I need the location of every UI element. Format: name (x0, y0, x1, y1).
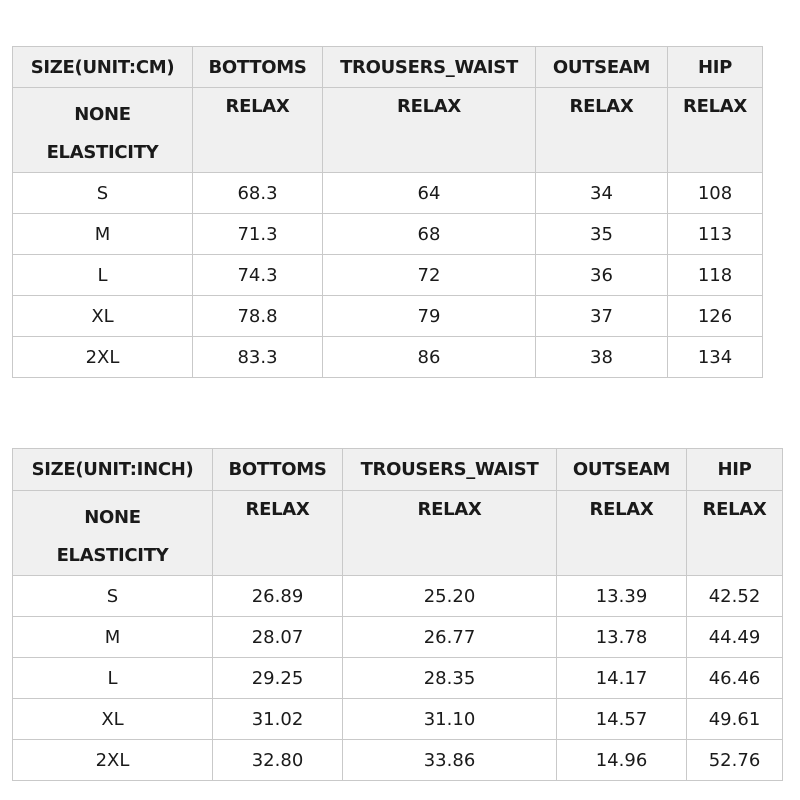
bottoms-cell: 71.3 (193, 214, 323, 255)
bottoms-cell: 32.80 (213, 740, 343, 781)
table-row (13, 658, 783, 699)
outseam-cell: 14.17 (557, 658, 687, 699)
size-cell: 2XL (13, 337, 193, 378)
outseam-cell: 37 (536, 296, 668, 337)
hip-cell: 49.61 (687, 699, 783, 740)
trousers-waist-cell: 79 (323, 296, 536, 337)
header-row (13, 449, 783, 491)
outseam-cell: 13.78 (557, 617, 687, 658)
table-row (13, 255, 763, 296)
size-cell: S (13, 576, 213, 617)
header-trousers-waist: TROUSERS_WAIST (323, 47, 536, 88)
elasticity-label (13, 88, 193, 173)
hip-cell: 126 (668, 296, 763, 337)
hip-cell: 118 (668, 255, 763, 296)
table-row (13, 337, 763, 378)
subheader-row (13, 88, 763, 173)
elasticity-line-2: ELASTICITY (56, 545, 169, 566)
table-row (13, 576, 783, 617)
header-outseam: OUTSEAM (536, 47, 668, 88)
size-cell: M (13, 214, 193, 255)
table-row (13, 740, 783, 781)
trousers-waist-cell: 33.86 (343, 740, 557, 781)
elasticity-line-1: NONE (84, 507, 141, 528)
outseam-cell: 13.39 (557, 576, 687, 617)
subheader-outseam: RELAX (536, 88, 668, 173)
outseam-cell: 14.57 (557, 699, 687, 740)
bottoms-cell: 68.3 (193, 173, 323, 214)
table-row (13, 173, 763, 214)
size-cell: XL (13, 296, 193, 337)
header-trousers-waist: TROUSERS_WAIST (343, 449, 557, 491)
bottoms-cell: 83.3 (193, 337, 323, 378)
subheader-row (13, 491, 783, 576)
trousers-waist-cell: 26.77 (343, 617, 557, 658)
outseam-cell: 34 (536, 173, 668, 214)
outseam-cell: 14.96 (557, 740, 687, 781)
header-row (13, 47, 763, 88)
hip-cell: 52.76 (687, 740, 783, 781)
header-hip: HIP (668, 47, 763, 88)
header-size-unit: SIZE(UNIT:INCH) (13, 449, 213, 491)
size-cell: 2XL (13, 740, 213, 781)
outseam-cell: 38 (536, 337, 668, 378)
subheader-bottoms: RELAX (213, 491, 343, 576)
elasticity-line-1: NONE (74, 104, 131, 125)
size-cell: L (13, 658, 213, 699)
bottoms-cell: 74.3 (193, 255, 323, 296)
bottoms-cell: 29.25 (213, 658, 343, 699)
header-outseam: OUTSEAM (557, 449, 687, 491)
bottoms-cell: 78.8 (193, 296, 323, 337)
hip-cell: 42.52 (687, 576, 783, 617)
trousers-waist-cell: 86 (323, 337, 536, 378)
table-row (13, 699, 783, 740)
hip-cell: 113 (668, 214, 763, 255)
table-row (13, 296, 763, 337)
bottoms-cell: 31.02 (213, 699, 343, 740)
hip-cell: 46.46 (687, 658, 783, 699)
hip-cell: 44.49 (687, 617, 783, 658)
header-size-unit: SIZE(UNIT:CM) (13, 47, 193, 88)
subheader-bottoms: RELAX (193, 88, 323, 173)
trousers-waist-cell: 64 (323, 173, 536, 214)
table-row (13, 617, 783, 658)
trousers-waist-cell: 68 (323, 214, 536, 255)
size-table-cm (12, 46, 763, 378)
outseam-cell: 35 (536, 214, 668, 255)
hip-cell: 108 (668, 173, 763, 214)
size-cell: L (13, 255, 193, 296)
size-cell: S (13, 173, 193, 214)
trousers-waist-cell: 72 (323, 255, 536, 296)
subheader-hip: RELAX (687, 491, 783, 576)
trousers-waist-cell: 25.20 (343, 576, 557, 617)
outseam-cell: 36 (536, 255, 668, 296)
subheader-trousers-waist: RELAX (323, 88, 536, 173)
hip-cell: 134 (668, 337, 763, 378)
subheader-outseam: RELAX (557, 491, 687, 576)
elasticity-line-2: ELASTICITY (46, 142, 159, 163)
header-hip: HIP (687, 449, 783, 491)
bottoms-cell: 26.89 (213, 576, 343, 617)
subheader-trousers-waist: RELAX (343, 491, 557, 576)
size-cell: M (13, 617, 213, 658)
elasticity-label (13, 491, 213, 576)
trousers-waist-cell: 28.35 (343, 658, 557, 699)
header-bottoms: BOTTOMS (193, 47, 323, 88)
header-bottoms: BOTTOMS (213, 449, 343, 491)
subheader-hip: RELAX (668, 88, 763, 173)
bottoms-cell: 28.07 (213, 617, 343, 658)
trousers-waist-cell: 31.10 (343, 699, 557, 740)
size-table-inch (12, 448, 783, 781)
size-cell: XL (13, 699, 213, 740)
table-row (13, 214, 763, 255)
